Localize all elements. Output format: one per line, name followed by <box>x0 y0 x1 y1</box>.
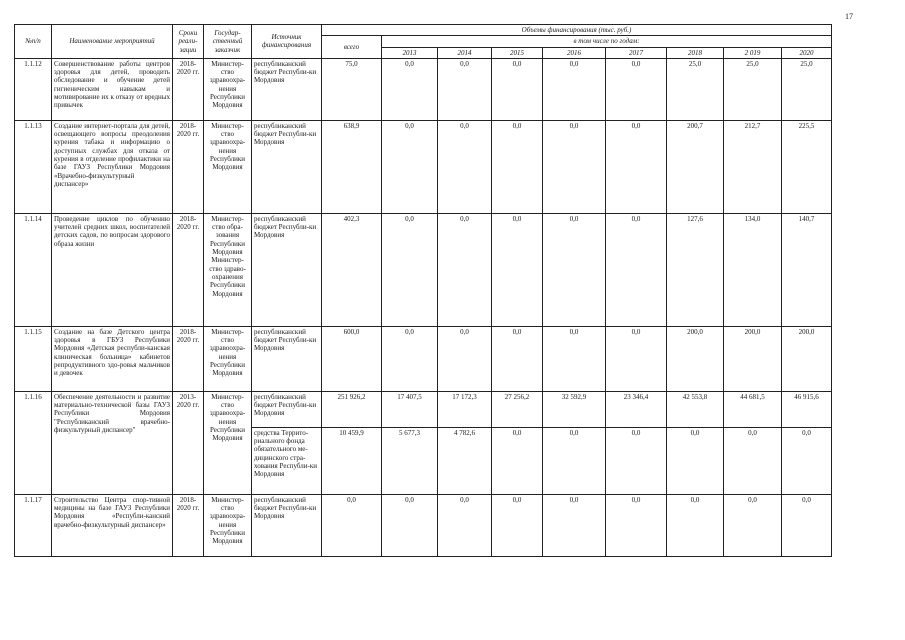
header-year: 2016 <box>543 47 606 58</box>
item-name: Проведение циклов по обучению учителей средних школ, воспитателей детских садов, по вопросам здорового образа жизни <box>52 213 173 326</box>
header-year: 2014 <box>438 47 492 58</box>
funding-year-value: 0,0 <box>492 213 543 326</box>
header-year: 2018 <box>667 47 724 58</box>
table-row <box>15 120 832 213</box>
funding-year-value: 46 915,6 <box>782 391 832 427</box>
funding-year-value: 23 346,4 <box>606 391 667 427</box>
table-row <box>15 391 832 427</box>
funding-year-value: 0,0 <box>438 58 492 120</box>
funding-year-value: 0,0 <box>606 326 667 391</box>
funding-year-value: 0,0 <box>667 427 724 494</box>
funding-year-value: 225,5 <box>782 120 832 213</box>
item-name: Обеспечение деятельности и развитие материально-технической базы ГАУЗ Республики Мордовия "Республиканский врачебно-физкультурный диспансер" <box>52 391 173 494</box>
item-executor: Министер-ство здравоохра-нения Республики Мордовия <box>204 326 252 391</box>
funding-year-value: 0,0 <box>492 326 543 391</box>
funding-year-value: 200,7 <box>667 120 724 213</box>
funding-year-value: 0,0 <box>606 58 667 120</box>
header-total: всего <box>322 36 382 59</box>
funding-year-value: 5 677,3 <box>382 427 438 494</box>
header-year: 2013 <box>382 47 438 58</box>
item-executor: Министер-ство обра-зования Республики Мордовия Министер-ство здраво-охранения Республики Мордовия <box>204 213 252 326</box>
header-name: Наименование мероприятий <box>52 25 173 59</box>
funding-year-value: 0,0 <box>543 326 606 391</box>
funding-year-value: 127,6 <box>667 213 724 326</box>
table-row <box>15 326 832 391</box>
funding-year-value: 25,0 <box>782 58 832 120</box>
page-number: 17 <box>845 12 853 21</box>
funding-year-value: 0,0 <box>724 494 782 556</box>
funding-total: 402,3 <box>322 213 382 326</box>
funding-year-value: 0,0 <box>606 213 667 326</box>
funding-year-value: 0,0 <box>606 120 667 213</box>
funding-table <box>14 24 832 557</box>
funding-year-value: 212,7 <box>724 120 782 213</box>
item-executor: Министер-ство здравоохра-нения Республики Мордовия <box>204 58 252 120</box>
funding-year-value: 0,0 <box>382 326 438 391</box>
header-year: 2020 <box>782 47 832 58</box>
table-row <box>15 213 832 326</box>
funding-year-value: 0,0 <box>782 494 832 556</box>
item-term: 2018-2020 гг. <box>173 494 204 556</box>
funding-year-value: 0,0 <box>492 494 543 556</box>
funding-year-value: 0,0 <box>543 213 606 326</box>
funding-year-value: 44 681,5 <box>724 391 782 427</box>
funding-year-value: 0,0 <box>667 494 724 556</box>
item-executor: Министер-ство здравоохра-нения Республики Мордовия <box>204 391 252 494</box>
table-body <box>15 58 832 556</box>
funding-year-value: 200,0 <box>667 326 724 391</box>
funding-year-value: 0,0 <box>492 427 543 494</box>
item-term: 2018-2020 гг. <box>173 120 204 213</box>
funding-year-value: 140,7 <box>782 213 832 326</box>
item-name: Создание интернет-портала для детей, освещающего вопросы преодоления курения табака и информацию о доступных службах для отказа от курения в отделение профилактики на базе ГАУЗ Республики Мордовия «Врачебно-физкультурный диспансер» <box>52 120 173 213</box>
funding-source: республиканский бюджет Республи-ки Мордовия <box>252 494 322 556</box>
funding-total: 75,0 <box>322 58 382 120</box>
item-name: Совершенствование работы центров здоровья для детей, проводить обследование и обучение детей гигиеническим навыкам и мотивирование их к отказу от вредных привычек <box>52 58 173 120</box>
funding-source: республиканский бюджет Республи-ки Мордовия <box>252 213 322 326</box>
table-row <box>15 494 832 556</box>
funding-source: республиканский бюджет Республи-ки Мордовия <box>252 58 322 120</box>
funding-year-value: 42 553,8 <box>667 391 724 427</box>
header-num: №п/п <box>15 25 52 59</box>
funding-year-value: 0,0 <box>492 58 543 120</box>
header-year: 2017 <box>606 47 667 58</box>
funding-year-value: 0,0 <box>382 58 438 120</box>
funding-total: 0,0 <box>322 494 382 556</box>
item-number: 1.1.17 <box>15 494 52 556</box>
item-number: 1.1.13 <box>15 120 52 213</box>
funding-year-value: 0,0 <box>606 427 667 494</box>
funding-year-value: 200,0 <box>782 326 832 391</box>
funding-source: средства Террито-риального фонда обязательного ме-дицинского стра-хования Республи-ки Мордовия <box>252 427 322 494</box>
funding-year-value: 25,0 <box>667 58 724 120</box>
item-number: 1.1.15 <box>15 326 52 391</box>
funding-year-value: 0,0 <box>606 494 667 556</box>
funding-year-value: 200,0 <box>724 326 782 391</box>
funding-source: республиканский бюджет Республи-ки Мордовия <box>252 391 322 427</box>
funding-year-value: 0,0 <box>382 120 438 213</box>
funding-source: республиканский бюджет Республи-ки Мордовия <box>252 326 322 391</box>
funding-year-value: 0,0 <box>543 120 606 213</box>
item-name: Строительство Центра спор-тивной медицины на базе ГАУЗ Республики Мордовия «Республи-канский врачебно-физкультурный диспансер» <box>52 494 173 556</box>
funding-year-value: 0,0 <box>543 427 606 494</box>
header-year: 2015 <box>492 47 543 58</box>
header-executor: Государ-ственный заказчик <box>204 25 252 59</box>
funding-year-value: 134,0 <box>724 213 782 326</box>
funding-year-value: 0,0 <box>543 494 606 556</box>
funding-year-value: 17 172,3 <box>438 391 492 427</box>
funding-year-value: 0,0 <box>438 120 492 213</box>
funding-year-value: 0,0 <box>543 58 606 120</box>
funding-year-value: 0,0 <box>492 120 543 213</box>
item-executor: Министер-ство здравоохра-нения Республики Мордовия <box>204 494 252 556</box>
funding-total: 638,9 <box>322 120 382 213</box>
funding-year-value: 25,0 <box>724 58 782 120</box>
funding-total: 600,0 <box>322 326 382 391</box>
funding-year-value: 0,0 <box>724 427 782 494</box>
header-including: в том числе по годам: <box>382 36 832 47</box>
funding-source: республиканский бюджет Республи-ки Мордовия <box>252 120 322 213</box>
funding-total: 251 926,2 <box>322 391 382 427</box>
funding-year-value: 0,0 <box>438 326 492 391</box>
header-source: Источник финансирования <box>252 25 322 59</box>
item-term: 2013-2020 гг. <box>173 391 204 494</box>
table-row <box>15 58 832 120</box>
funding-year-value: 17 407,5 <box>382 391 438 427</box>
funding-year-value: 32 592,9 <box>543 391 606 427</box>
item-name: Создание на базе Детского центра здоровья в ГБУЗ Республики Мордовия «Детская республи-канская клиническая больница» кабинетов репродуктивного здо-ровья мальчиков и девочек <box>52 326 173 391</box>
funding-total: 10 459,9 <box>322 427 382 494</box>
funding-year-value: 27 256,2 <box>492 391 543 427</box>
funding-year-value: 0,0 <box>382 494 438 556</box>
item-number: 1.1.14 <box>15 213 52 326</box>
item-term: 2018-2020 гг. <box>173 213 204 326</box>
item-number: 1.1.12 <box>15 58 52 120</box>
funding-year-value: 0,0 <box>382 213 438 326</box>
item-term: 2018-2020 гг. <box>173 58 204 120</box>
item-executor: Министер-ство здравоохра-нения Республики Мордовия <box>204 120 252 213</box>
item-term: 2018-2020 гг. <box>173 326 204 391</box>
table-header <box>15 25 832 59</box>
header-term: Сроки реали-зации <box>173 25 204 59</box>
header-year: 2 019 <box>724 47 782 58</box>
funding-year-value: 0,0 <box>782 427 832 494</box>
funding-year-value: 0,0 <box>438 494 492 556</box>
item-number: 1.1.16 <box>15 391 52 494</box>
funding-year-value: 0,0 <box>438 213 492 326</box>
header-volumes: Объемы финансирования (тыс. руб.) <box>322 25 832 36</box>
funding-year-value: 4 782,6 <box>438 427 492 494</box>
